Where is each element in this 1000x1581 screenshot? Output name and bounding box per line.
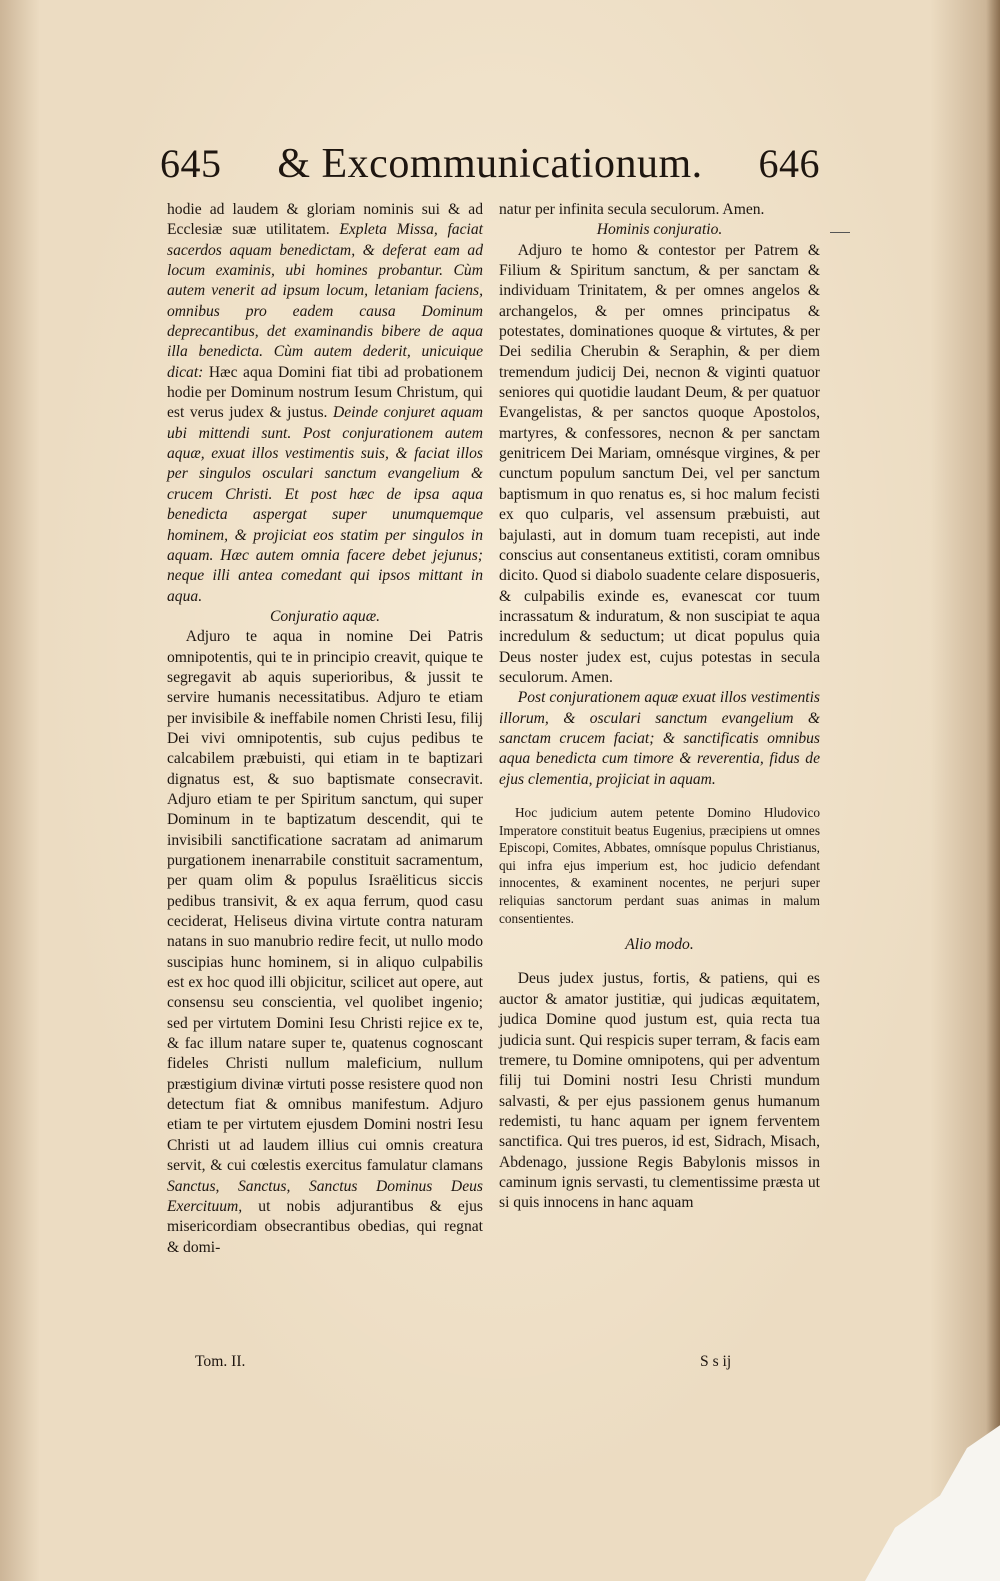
right-paragraph-2: Adjuro te homo & contestor per Patrem & Filium & Spiritum sanctum, & per sanctam & individuam Trinitatem, & per omnes angelos & archangelos, & per omnes principatus & potestates, dominationes quoque & virtutes, & per Dei sedilia Cherubin & Seraphin, & per diem tremendum judicij Dei, necnon & viginti quatuor seniores qui quotidie laudant Deum, & per quatuor Evangelistas, & per sanctos quoque Apostolos, martyres, & confessores, necnon & per sanctam genitricem Dei Mariam, omnésque virgines, & per cunctum populum sanctum Dei, vel per sanctum baptismum in quo renatus es, si hoc malum fecisti ex quo culparis, vel assensum præbuisti, aut bajulasti, aut in domum tuam recepisti, aut inde conscius aut consentaneus extitisti, coram omnibus dicito. Quod si diabolo suadente celare disposueris, & culpabilis exinde es, evanescat cor tuum incrassatum & induratum, & non suscipiat te aqua incredulum & seductum; ut dicat populus quia Deus noster judex est, cujus potestas in secula seculorum. Amen. [499, 241, 820, 686]
right-paragraph-3: Post conjurationem aquæ exuat illos vestimentis illorum, & osculari sanctum evangelium & sanctam crucem faciat; & sanctificatis omnibus aqua benedicta cum timore & reverentia, fidus de ejus clementia, projiciat in aquam. [499, 689, 820, 788]
page-header [160, 140, 820, 190]
note-paragraph: Hoc judicium autem petente Domino Hludovico Imperatore constituit beatus Eugenius, præcipiens ut omnes Episcopi, Comites, Abbates, omnísque populus Christianus, qui infra ejus imperium est, hoc judicio defendant innocentes, & examinent nocentes, ne perjuri super reliquias sanctorum perdant suas animas in malum consentientes. [499, 804, 820, 926]
spacer [499, 927, 820, 935]
heading-conjuratio-aquae: Conjuratio aquæ. [269, 607, 381, 625]
text-run: ut nobis adjurantibus & ejus misericordiam obsecrantibus obedias, qui regnat & domi- [167, 1197, 483, 1256]
heading-alio-modo: Alio modo. [625, 936, 694, 954]
left-paragraph-2 [167, 627, 483, 1258]
page-edge-shadow [986, 0, 1000, 1581]
text-run: hodie ad laudem & gloriam nominis sui & [167, 201, 461, 218]
left-column [167, 200, 483, 1258]
text-run: Adjuro te aqua in nomine Dei Patris omnipotentis, qui te in principio creavit, quique te segregavit ab aquis superioribus, & jussit te servire humanis necessitatibus. Adjuro te etiam per invisibile & ineffabile nomen Christi Iesu, filij Dei vivi omnipotentis, sub cujus pedibus te calcabilem præbuisti, qui etiam in te baptizari dignatus est, & suo baptismate consecravit. Adjuro etiam te per Spiritum sanctum, qui super Dominum in te baptizatum descendit, qui te invisibili sanctificatione sacratam ad animarum purgationem inenarrabile constituit sacramentum, per quam olim & populus Israëliticus siccis pedibus transivit, & ex aqua ferrum, quod casu ceciderat, Heliseus divina virtute contra naturam natans in suo manubrio redire fecit, ut nullo modo suscipias hunc hominem, si in aliquo culpabilis est ex hoc quod illi objicitur, scilicet aut opere, aut consensu seu conscientia, vel quolibet ingenio; sed per virtutem Domini Iesu Christi rejice ex te, & fac illum natare super te, quatenus cognoscant fideles Christi nullum maleficium, nullum præstigium divinæ virtuti posse resistere quod non detectum fiat & omnibus manifestum. Adjuro etiam te per virtutem ejusdem Domini nostri Iesu Christi ut ad laudem illius cui omnis creatura servit, & cui cœlestis exercitus famulatur clamans [167, 628, 483, 1175]
page-number-right: 646 [758, 141, 820, 186]
rubric-italic: Expleta Missa, faciat sacerdos aquam benedictam, & deferat eam ad locum examinis, ubi homines probantur. Cùm autem venerit ad ipsum locum, letaniam faciens, omnibus pro eadem causa Dominum deprecantibus, det examinandis bibere de aqua illa benedicta. Cùm autem dederit, unicuique dicat: [167, 221, 483, 381]
left-paragraph-1 [167, 200, 483, 607]
text-run: Hæc aqua Domini fiat tibi ad probationem hodie per Dominum nostrum Iesum Christum, qui est verus judex & justus. [167, 363, 483, 422]
torn-corner [850, 1391, 1000, 1581]
right-paragraph-1: natur per infinita secula seculorum. Amen. [499, 201, 765, 218]
spacer [499, 790, 820, 798]
running-title: & Excommunicationum. [277, 141, 703, 187]
right-column [499, 200, 820, 1214]
volume-marker: Tom. II. [195, 1353, 246, 1370]
text-run: ad Ecclesiæ suæ utilitatem. [167, 201, 483, 239]
heading-hominis-conjuratio: Hominis conjuratio. [596, 221, 723, 239]
spacer [499, 955, 820, 969]
margin-mark [830, 232, 850, 233]
signature-marker: S s ij [700, 1353, 732, 1370]
rubric-italic: Sanctus, Sanctus, Sanctus Dominus Deus Exercituum, [167, 1177, 483, 1215]
right-paragraph-4: Deus judex justus, fortis, & patiens, qui es auctor & amator justitiæ, qui judicas æquitatem, judica Domine quod justum est, quia recta tua judicia sunt. Qui respicis super terram, & facis eam tremere, tu Domine omnipotens, qui per adventum filij tui Domini nostri Iesu Christi mundum salvasti, & per ejus passionem genus humanum redemisti, tu hanc aquam per ignem ferventem sanctifica. Qui tres pueros, id est, Sidrach, Misach, Abdenago, jussione Regis Babylonis missos in caminum ignis servasti, tu clementissime præsta ut si quis innocens in hanc aquam [499, 970, 820, 1212]
page-number-left: 645 [160, 141, 222, 186]
rubric-italic: Deinde conjuret aquam ubi mittendi sunt. Post conjurationem autem aquæ, exuat illos vestimentis suis, & faciat illos per singulos osculari sanctum evangelium & crucem Christi. Et post hæc de ipsa aqua benedicta aspergat super unumquemque hominem, & projiciat eos statim per singulos in aquam. Hæc autem omnia facere debet jejunus; neque illi antea comedant qui ipsos mittant in aqua. [167, 404, 484, 605]
